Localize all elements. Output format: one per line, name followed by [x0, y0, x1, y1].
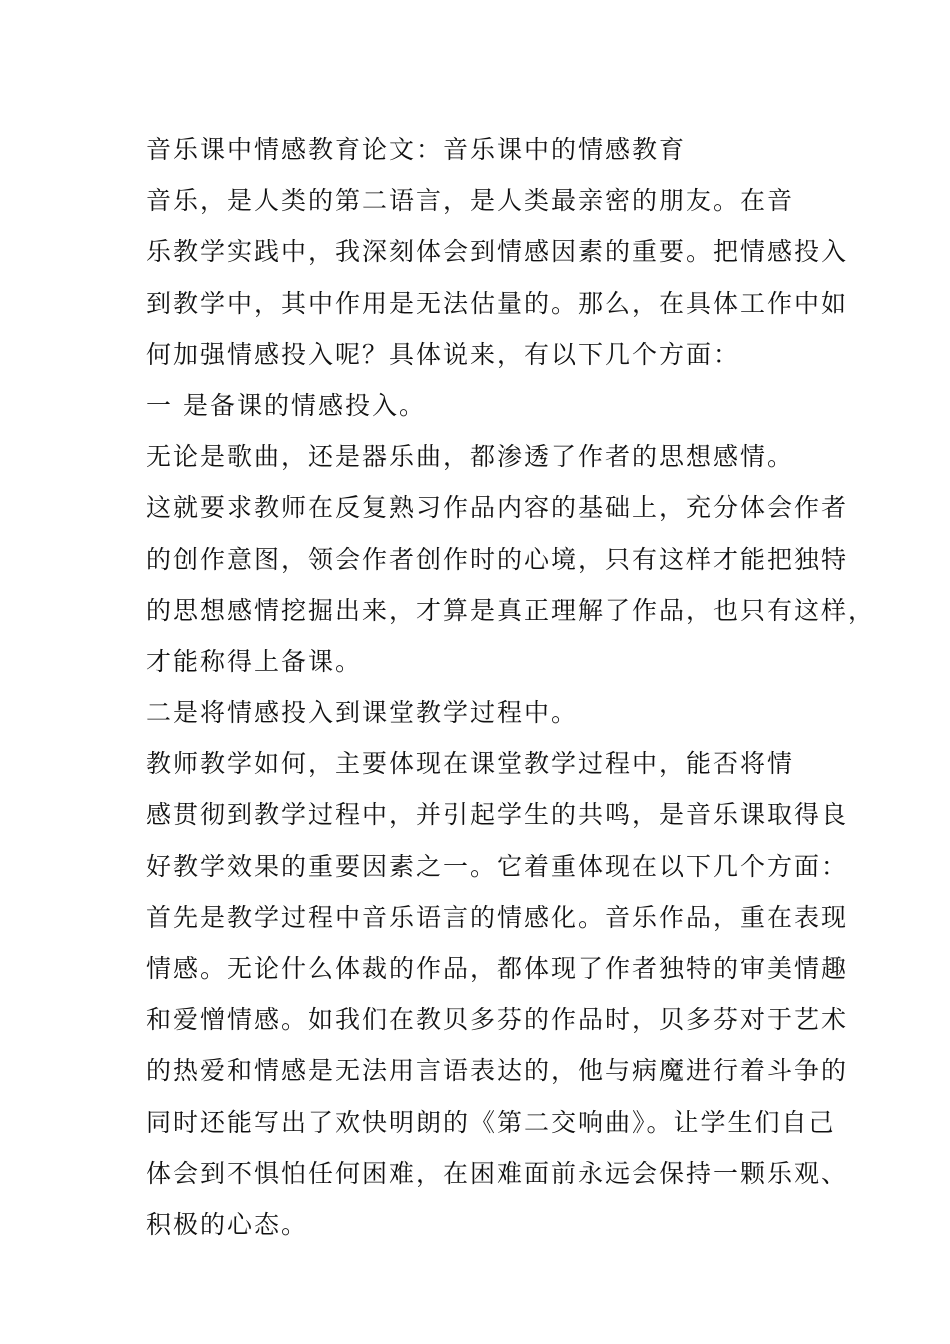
paragraph-line: 体会到不惧怕任何困难，在困难面前永远会保持一颗乐观、 [146, 1158, 849, 1188]
paragraph-line: 同时还能写出了欢快明朗的《第二交响曲》。让学生们自己 [146, 1107, 836, 1137]
paragraph-line: 这就要求教师在反复熟习作品内容的基础上，充分体会作者 [146, 493, 849, 523]
paragraph-line: 感贯彻到教学过程中，并引起学生的共鸣，是音乐课取得良 [146, 800, 849, 830]
paragraph-line: 的热爱和情感是无法用言语表达的，他与病魔进行着斗争的 [146, 1056, 849, 1086]
document-title: 音乐课中情感教育论文：音乐课中的情感教育 [146, 135, 687, 164]
paragraph-line: 乐教学实践中，我深刻体会到情感因素的重要。把情感投入 [146, 237, 849, 267]
section-heading-2: 二是将情感投入到课堂教学过程中。 [146, 698, 579, 728]
paragraph-line: 音乐，是人类的第二语言，是人类最亲密的朋友。在音 [146, 186, 795, 216]
paragraph-line: 的创作意图，领会作者创作时的心境，只有这样才能把独特 [146, 544, 849, 574]
paragraph-line: 和爱憎情感。如我们在教贝多芬的作品时，贝多芬对于艺术 [146, 1005, 849, 1035]
paragraph-line: 的思想感情挖掘出来，才算是真正理解了作品，也只有这样， [146, 595, 876, 625]
paragraph-line: 情感。无论什么体裁的作品，都体现了作者独特的审美情趣 [146, 954, 849, 983]
paragraph-line: 积极的心态。 [146, 1209, 309, 1239]
paragraph-line: 首先是教学过程中音乐语言的情感化。音乐作品，重在表现 [146, 902, 849, 932]
paragraph-line: 到教学中，其中作用是无法估量的。那么，在具体工作中如 [146, 288, 849, 318]
paragraph-line: 无论是歌曲，还是器乐曲，都渗透了作者的思想感情。 [146, 442, 795, 472]
paragraph-line: 何加强情感投入呢？具体说来，有以下几个方面： [146, 339, 741, 369]
paragraph-line: 才能称得上备课。 [146, 646, 363, 676]
paragraph-line: 好教学效果的重要因素之一。它着重体现在以下几个方面： [146, 851, 849, 881]
document-body [146, 128, 876, 1254]
section-heading-1: 一 是备课的情感投入。 [146, 390, 426, 420]
paragraph-line: 教师教学如何，主要体现在课堂教学过程中，能否将情 [146, 749, 795, 779]
